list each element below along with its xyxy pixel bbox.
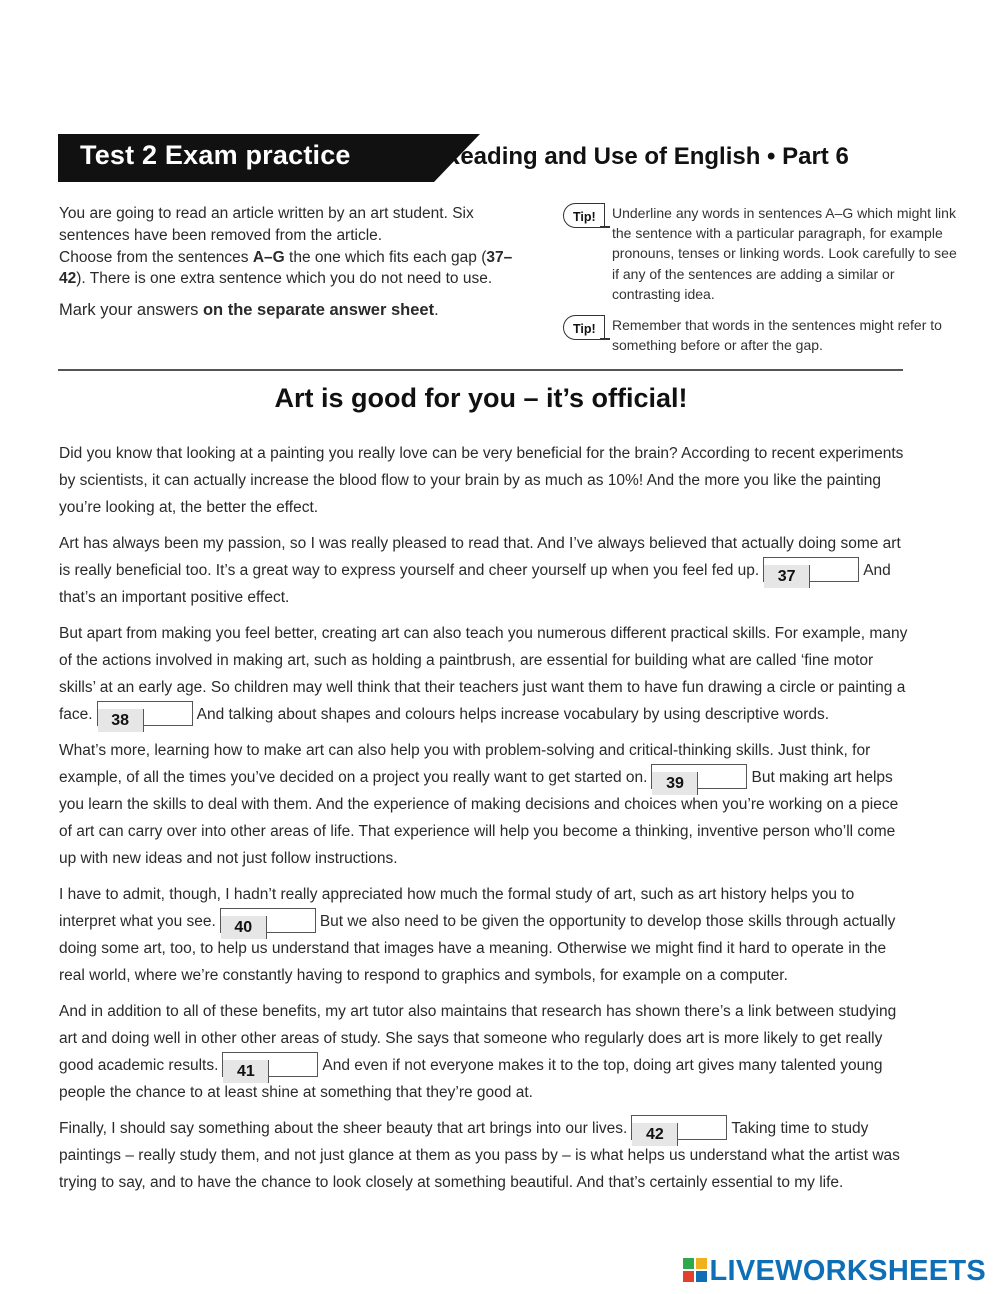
page-header — [58, 134, 918, 184]
tip-text-1: Underline any words in sentences A–G which might link the sentence with a particular paragraph, for example pronouns, tenses or linking words. Look carefully to see if any of the sentences are adding a similar or contrasting idea. — [612, 205, 957, 302]
gap-41[interactable]: 41 — [222, 1052, 318, 1077]
liveworksheets-watermark: LIVEWORKSHEETS — [682, 1255, 987, 1288]
gap-39[interactable]: 39 — [651, 764, 747, 789]
gap-38[interactable]: 38 — [97, 701, 193, 726]
instructions-mark: Mark your answers on the separate answer sheet. — [59, 301, 439, 320]
tip-box-2 — [563, 315, 963, 355]
gap-37[interactable]: 37 — [763, 557, 859, 582]
gap-38-answer-field[interactable] — [144, 702, 192, 725]
gap-40[interactable]: 40 — [220, 908, 316, 933]
article-title: Art is good for you – it’s official! — [274, 383, 688, 413]
tip-text-2: Remember that words in the sentences might refer to something before or after the gap. — [612, 317, 942, 354]
article-paragraph-7: Finally, I should say something about the sheer beauty that art brings into our lives. 42 Taking time to study paintings – really study them, and not just glance at them as you pass by – is what helps us understand what the artist was trying to say, and to have the chance to look closely at something beautiful. And that’s certainly essential to my life. — [59, 1115, 909, 1196]
article-paragraph-2: Art has always been my passion, so I was really pleased to read that. And I’ve always believed that actually doing some art is really beneficial too. It’s a great way to express yourself and cheer yourself up when you feel fed up. 37 And that’s an important positive effect. — [59, 535, 901, 606]
instructions-line1: You are going to read an article written by an art student. Six sentences have been removed from the article. — [59, 205, 474, 244]
header-banner — [58, 134, 434, 182]
liveworksheets-logo-icon — [682, 1257, 708, 1283]
instructions — [59, 203, 529, 322]
gap-42[interactable]: 42 — [631, 1115, 727, 1140]
article-body — [59, 440, 909, 1205]
article-paragraph-6: And in addition to all of these benefits, my art tutor also maintains that research has shown there’s a link between studying art and doing well in other other areas of study. She says that someone who regularly does art is more likely to get really good academic results. 41 And even if not everyone makes it to the top, doing art gives many talented young people the chance to at least shine at something that they’re good at. — [59, 1003, 897, 1101]
gap-39-answer-field[interactable] — [698, 765, 746, 788]
divider — [58, 369, 903, 371]
article-paragraph-3: But apart from making you feel better, creating art can also teach you numerous different practical skills. For example, many of the actions involved in making art, such as holding a paintbrush, are essential for building what are called ‘fine motor skills’ at an early age. So children may well think that their teachers just want them to have fun drawing a circle or painting a face. 38 And talking about shapes and colours helps increase vocabulary by using descriptive words. — [59, 620, 909, 728]
article-paragraph-5: I have to admit, though, I hadn’t really appreciated how much the formal study of art, such as art history helps you to interpret what you see. 40 But we also need to be given the opportunity to develop those skills through actually doing some art, too, to help us understand that images have a meaning. Otherwise we might find it hard to operate in the real world, where we’re constantly having to respond to graphics and symbols, for example on a computer. — [59, 886, 896, 984]
gap-37-answer-field[interactable] — [810, 558, 858, 581]
gap-42-answer-field[interactable] — [678, 1116, 726, 1139]
tip-box-1 — [563, 203, 963, 304]
article-paragraph-1: Did you know that looking at a painting you really love can be very beneficial for the brain? According to recent experiments by scientists, it can actually increase the blood flow to your brain by as much as 10%! And the more you like the painting you’re looking at, the better the effect. — [59, 445, 904, 516]
tip-badge: Tip! — [563, 315, 605, 340]
article-paragraph-4: What’s more, learning how to make art can also help you with problem-solving and critical-thinking skills. Just think, for example, of all the times you’ve decided on a project you really want to get started on. 39 But making art helps you learn the skills to deal with them. And the experience of making decisions and choices when you’re working on a piece of art can carry over into other areas of life. That experience will help you become a thinking, inventive person who’ll come up with new ideas and not just follow instructions. — [59, 742, 899, 867]
header-banner-text: Test 2 Exam practice — [80, 140, 351, 170]
header-subtitle: Reading and Use of English • Part 6 — [443, 143, 849, 170]
gap-40-answer-field[interactable] — [267, 909, 315, 932]
tip-badge: Tip! — [563, 203, 605, 228]
gap-41-answer-field[interactable] — [269, 1053, 317, 1076]
instructions-line2: Choose from the sentences A–G the one which fits each gap (37–42). There is one extra sentence which you do not need to use. — [59, 248, 513, 288]
